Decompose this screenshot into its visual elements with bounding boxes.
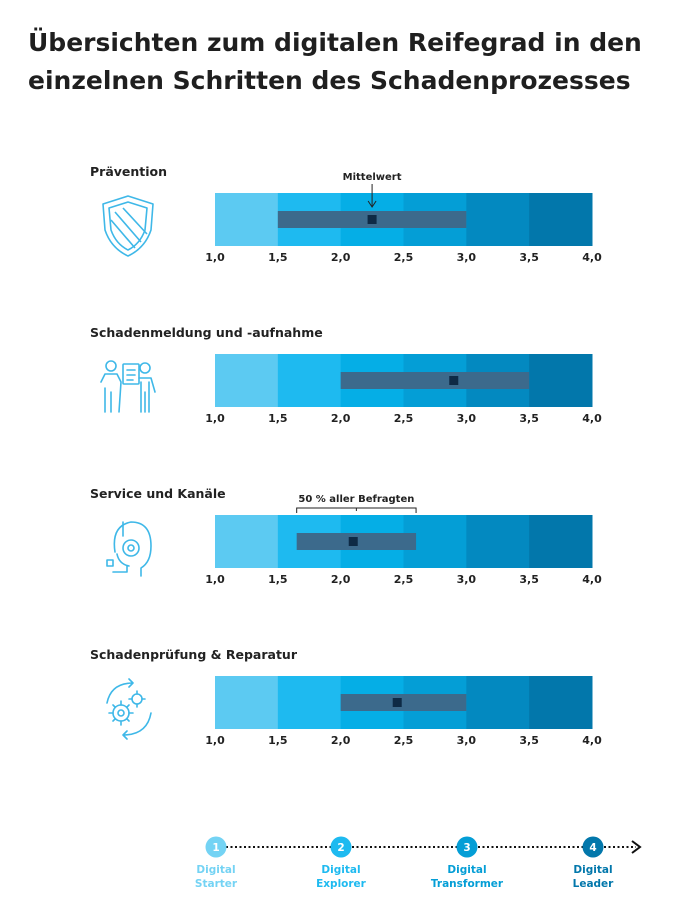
mean-marker bbox=[368, 215, 377, 224]
legend-step-label-line2: Explorer bbox=[316, 878, 366, 890]
x-tick-label: 3,0 bbox=[456, 734, 477, 747]
x-tick-label: 3,0 bbox=[456, 573, 477, 586]
maturity-band bbox=[529, 354, 592, 407]
legend-step-number: 4 bbox=[589, 842, 597, 854]
legend-step-label-line2: Leader bbox=[572, 878, 614, 890]
maturity-band bbox=[278, 354, 341, 407]
title-line-1: Übersichten zum digitalen Reifegrad in den bbox=[28, 28, 642, 57]
x-tick-label: 2,5 bbox=[393, 412, 414, 425]
x-tick-label: 3,5 bbox=[519, 412, 539, 425]
iqr-box bbox=[341, 694, 467, 711]
legend-step-label-line1: Digital bbox=[196, 864, 236, 876]
maturity-band bbox=[466, 193, 529, 246]
mean-marker bbox=[449, 376, 458, 385]
section-label-schadenpruefung: Schadenprüfung & Reparatur bbox=[90, 647, 297, 662]
x-tick-label: 1,5 bbox=[268, 251, 288, 264]
x-tick-label: 2,0 bbox=[330, 412, 351, 425]
x-tick-label: 1,5 bbox=[268, 573, 288, 586]
section-label-service: Service und Kanäle bbox=[90, 486, 226, 501]
x-tick-label: 2,0 bbox=[330, 251, 351, 264]
legend-step-number: 1 bbox=[212, 842, 220, 854]
iqr-annotation: 50 % aller Befragten bbox=[298, 494, 415, 505]
legend-step-label-line2: Starter bbox=[194, 878, 238, 890]
legend-step-number: 3 bbox=[463, 842, 471, 854]
legend-step-label-line2: Transformer bbox=[430, 878, 504, 890]
maturity-band bbox=[529, 515, 592, 568]
x-tick-label: 3,5 bbox=[519, 251, 539, 264]
legend-step-label-line1: Digital bbox=[447, 864, 487, 876]
section-label-schadenmeldung: Schadenmeldung und -aufnahme bbox=[90, 325, 323, 340]
title-line-2: einzelnen Schritten des Schadenprozesses bbox=[28, 66, 631, 95]
x-tick-label: 2,5 bbox=[393, 251, 414, 264]
iqr-box bbox=[341, 372, 529, 389]
x-tick-label: 4,0 bbox=[582, 412, 602, 425]
x-tick-label: 3,5 bbox=[519, 573, 539, 586]
x-tick-label: 1,5 bbox=[268, 734, 288, 747]
legend-step-label-line1: Digital bbox=[573, 864, 613, 876]
x-tick-label: 4,0 bbox=[582, 573, 602, 586]
maturity-band bbox=[215, 354, 278, 407]
mean-annotation: Mittelwert bbox=[342, 172, 402, 183]
maturity-band bbox=[529, 193, 592, 246]
x-tick-label: 3,0 bbox=[456, 251, 477, 264]
maturity-band bbox=[466, 676, 529, 729]
x-tick-label: 2,5 bbox=[393, 734, 414, 747]
x-tick-label: 4,0 bbox=[582, 734, 602, 747]
maturity-band bbox=[215, 515, 278, 568]
legend-step-number: 2 bbox=[337, 842, 345, 854]
x-tick-label: 4,0 bbox=[582, 251, 602, 264]
x-tick-label: 1,0 bbox=[205, 573, 225, 586]
mean-marker bbox=[349, 537, 358, 546]
x-tick-label: 1,5 bbox=[268, 412, 288, 425]
x-tick-label: 3,0 bbox=[456, 412, 477, 425]
legend-step-label-line1: Digital bbox=[321, 864, 361, 876]
maturity-band bbox=[215, 676, 278, 729]
x-tick-label: 1,0 bbox=[205, 251, 225, 264]
maturity-legend bbox=[0, 820, 700, 900]
x-tick-label: 2,5 bbox=[393, 573, 414, 586]
x-tick-label: 3,5 bbox=[519, 734, 539, 747]
section-label-praevention: Prävention bbox=[90, 164, 168, 179]
maturity-band bbox=[215, 193, 278, 246]
x-tick-label: 1,0 bbox=[205, 734, 225, 747]
mean-marker bbox=[393, 698, 402, 707]
maturity-band bbox=[529, 676, 592, 729]
maturity-band bbox=[466, 515, 529, 568]
x-tick-label: 2,0 bbox=[330, 734, 351, 747]
x-tick-label: 1,0 bbox=[205, 412, 225, 425]
x-tick-label: 2,0 bbox=[330, 573, 351, 586]
maturity-band bbox=[278, 676, 341, 729]
